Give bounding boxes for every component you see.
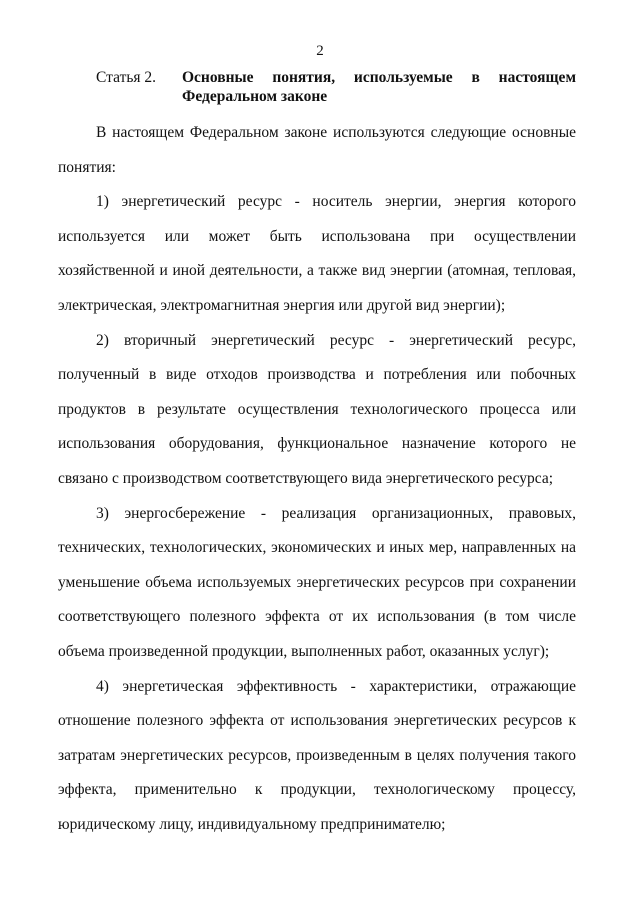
definition-paragraph-4: 4) энергетическая эффективность - характеристики, отражающие отношение полезного эффекта от использования энергетических ресурсов к затратам энергетических ресурсов, произведенным в целях получения такого эффекта, применительно к продукции, технологическому процессу, юридическому лицу, индивидуальному предпринимателю;	[58, 677, 576, 833]
article-title-line2: Федеральном законе	[182, 88, 328, 105]
page-number: 2	[316, 43, 324, 59]
definition-paragraph-3: 3) энергосбережение - реализация организационных, правовых, технических, технологических, экономических и иных мер, направленных на уменьшение объема используемых энергетических ресурсов при сохранении соответствующего полезного эффекта от их использования (в том числе объема произведенной продукции, выполненных работ, оказанных услуг);	[58, 504, 576, 660]
article-label: Статья 2.	[96, 69, 157, 86]
article-title	[182, 68, 576, 106]
definition-paragraph-2: 2) вторичный энергетический ресурс - энергетический ресурс, полученный в виде отходов производства и потребления или побочных продуктов в результате осуществления технологического процесса или использования оборудования, функциональное назначение которого не связано с производством соответствующего вида энергетического ресурса;	[58, 331, 576, 487]
definition-paragraph-1: 1) энергетический ресурс - носитель энергии, энергия которого используется или может быть использована при осуществлении хозяйственной и иной деятельности, а также вид энергии (атомная, тепловая, электрическая, электромагнитная энергия или другой вид энергии);	[58, 193, 576, 314]
article-body	[58, 116, 576, 842]
article-title-line1: Основные понятия, используемые в настоящем	[182, 69, 576, 86]
intro-paragraph: В настоящем Федеральном законе используются следующие основные понятия:	[58, 124, 576, 176]
